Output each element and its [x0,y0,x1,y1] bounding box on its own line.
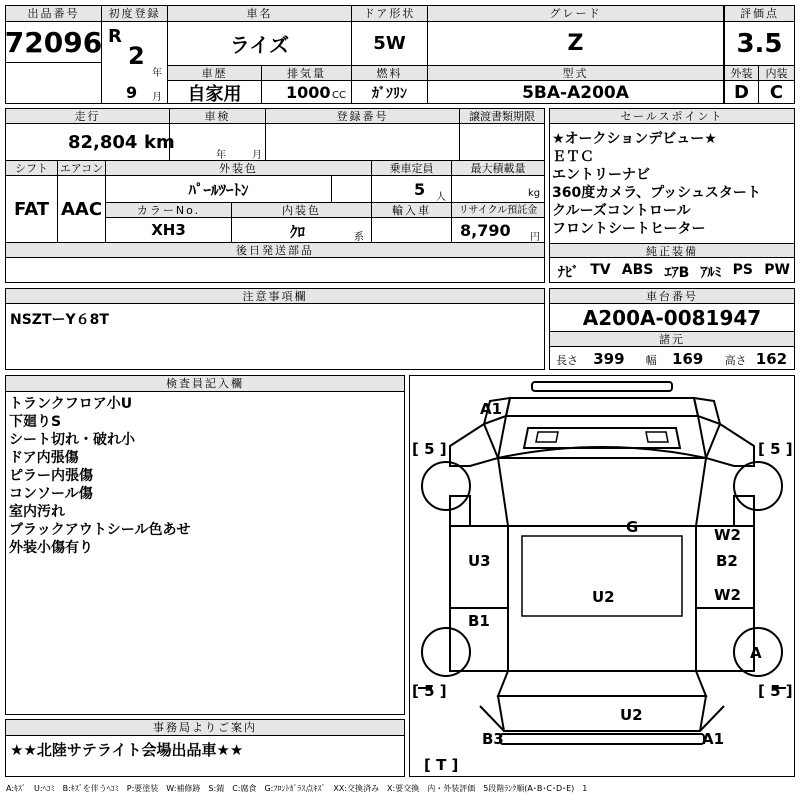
tire-rear-left: [ 5 ] [412,682,447,700]
sales-points-box [549,108,795,283]
recycle-cell [452,218,544,243]
year-unit: 年 [152,68,162,79]
lot-number: 72096 [6,22,102,63]
reg-cell [266,124,460,161]
equipment-item: ｴｱB [664,265,690,281]
eval-score: 3.5 [724,22,794,66]
era: R [108,26,122,47]
mark-b2: B2 [716,552,738,570]
inspector-box [5,375,405,715]
color: ﾊﾟｰﾙﾂｰﾄﾝ [106,176,332,203]
door-type: 5W [352,22,428,66]
chassis-box [549,288,795,370]
inspector-line: ブラックアウトシール色あせ [9,522,191,538]
interior-label: 内装色 [232,203,372,218]
sales-point: フロントシートヒーター [552,221,706,237]
history-label: 車歴 [168,66,262,81]
sales-point: クルーズコントロール [552,203,691,219]
dims-label: 諸元 [550,332,794,347]
chassis-number: A200A-0081947 [550,304,794,332]
office-label: 事務局よりご案内 [6,720,404,736]
height: 162 [755,350,788,368]
import-label: 輸入車 [372,203,452,218]
grade-label: グレード [428,6,724,22]
sales-points-list [552,130,761,238]
colorno: XH3 [106,218,232,243]
mark-u3: U3 [468,552,491,570]
reg-year: 2 [128,42,145,70]
ext-label: 外装 [724,66,759,81]
inspector-line: 室内汚れ [9,504,65,520]
model-code: 5BA-A200A [428,81,724,104]
capacity-cell [372,176,452,203]
int-grade: C [769,82,784,103]
transfer-cell [460,124,544,161]
inspector-label: 検査員記入欄 [6,376,404,392]
shift-label: シフト [6,161,58,176]
mark-a1-top: A1 [480,400,503,418]
height-label: 高さ [724,354,747,367]
door-label: ドア形状 [352,6,428,22]
sales-points-label: セールスポイント [550,109,794,124]
recycle-amount: 8,790 [460,221,511,240]
interior-unit: 系 [354,232,364,243]
length: 399 [593,350,625,368]
car-outline [410,376,794,776]
sales-point: ＥＴＣ [552,149,594,165]
reg-month: 9 [126,83,138,102]
recycle-label: リサイクル預託金 [452,203,544,218]
mileage: 82,804 [68,132,138,153]
displacement: 1000 [286,83,331,102]
tire-front-left: [ 5 ] [412,440,447,458]
notes-label: 注意事項欄 [6,289,544,304]
capacity: 5 [414,180,426,199]
colorno-label: カラーNo. [106,203,232,218]
equipment-list [558,262,790,282]
disp-unit: CC [332,90,346,101]
insp-month-unit: 月 [252,150,262,161]
mark-u2-rear: U2 [620,706,643,724]
length-label: 長さ [556,354,578,367]
model-label: 型式 [428,66,724,81]
office-text: ★★北陸サテライト会場出品車★★ [10,741,244,759]
inspector-line: 外装小傷有り [9,540,93,556]
ext-grade: D [724,81,759,104]
ac: AAC [58,176,106,243]
shift: FAT [6,176,58,243]
inspection-label: 車検 [170,109,266,124]
capacity-label: 乗車定員 [372,161,452,176]
car-name: ライズ [168,22,352,66]
mark-b1: B1 [468,612,490,630]
later-cell [6,258,544,282]
inspector-notes [9,395,190,557]
mark-a-circle: A [750,644,762,662]
notes-box [5,288,545,370]
reg-label: 登録番号 [266,109,460,124]
eval-label: 評価点 [724,6,794,22]
maxload-unit: kg [528,188,541,199]
sales-point: ★オークションデビュー★ [552,131,717,147]
month-unit: 月 [152,92,162,103]
inspector-line: 下廻りS [9,414,62,430]
lot-blank [6,63,102,104]
equipment-item: ABS [621,262,654,278]
history: 自家用 [168,81,262,104]
fuel: ｶﾞｿﾘﾝ [352,81,428,104]
mileage-label: 走行 [6,109,170,124]
inspector-line: コンソール傷 [9,486,93,502]
later-label: 後日発送部品 [6,243,544,258]
mark-w2-lower: W2 [714,586,741,604]
width-label: 幅 [645,354,657,367]
equipment-item: PW [764,262,790,278]
interior-color: ｸﾛ [290,223,306,241]
capacity-unit: 人 [436,192,446,203]
dims-row [556,350,787,368]
insp-year-unit: 年 [216,150,226,161]
int-label: 内装 [759,66,794,81]
mileage-unit: km [144,132,175,153]
mark-g: G [626,518,639,536]
disp-label: 排気量 [262,66,352,81]
equipment-item: TV [590,262,611,278]
notes-text: NSZTーY６8T [10,312,109,328]
width: 169 [672,350,704,368]
transfer-label: 譲渡書類期限 [460,109,544,124]
damage-legend: A:ｷｽﾞ U:ﾍｺﾐ B:ｷｽﾞを伴うﾍｺﾐ P:要塗装 W:補修跡 S:錆 C:腐食 G:ﾌﾛﾝﾄｶﾞﾗｽ点ｷｽﾞ XX:交換済み X:要交換 内・外装評価 5段階ﾗﾝｸ順(A･B･C･D･E) 1 [6,784,588,793]
ac-label: エアコン [58,161,106,176]
mark-u2-roof: U2 [592,588,615,606]
lot-label: 出品番号 [6,6,102,22]
import-cell [372,218,452,243]
header-table [5,5,795,104]
inspector-line: ドア内張傷 [9,450,79,466]
spare-tire: [ T ] [424,756,459,774]
color-label: 外装色 [106,161,372,176]
maxload-label: 最大積載量 [452,161,544,176]
color-extra [332,176,372,203]
equipment-item: ﾅﾋﾞ [558,265,579,281]
inspection-cell [170,124,266,161]
first-reg-value [102,22,168,104]
interior-cell [232,218,372,243]
equipment-label: 純正装備 [550,243,794,258]
tire-rear-right: [ 5 ] [758,682,793,700]
grade: Z [428,22,724,66]
car-name-label: 車名 [168,6,352,22]
inspector-line: シート切れ・破れ小 [9,432,135,448]
disp-cell [262,81,352,104]
equipment-item: PS [732,262,754,278]
chassis-label: 車台番号 [550,289,794,304]
spec-table [5,108,545,283]
tire-front-right: [ 5 ] [758,440,793,458]
damage-diagram [409,375,795,777]
inspector-line: ピラー内張傷 [9,468,93,484]
fuel-label: 燃料 [352,66,428,81]
mark-w2-upper: W2 [714,526,741,544]
recycle-unit: 円 [530,232,540,243]
inspector-line: トランクフロア小U [9,396,133,412]
office-box [5,719,405,777]
sales-point: エントリーナビ [552,167,650,183]
equipment-item: ｱﾙﾐ [700,265,722,281]
sales-point: 360度カメラ、プッシュスタート [552,185,761,201]
mileage-cell [6,124,175,161]
mark-a1-bottom: A1 [702,730,725,748]
first-reg-label: 初度登録 [102,6,168,22]
mark-b3: B3 [482,730,504,748]
maxload-cell [452,176,544,203]
